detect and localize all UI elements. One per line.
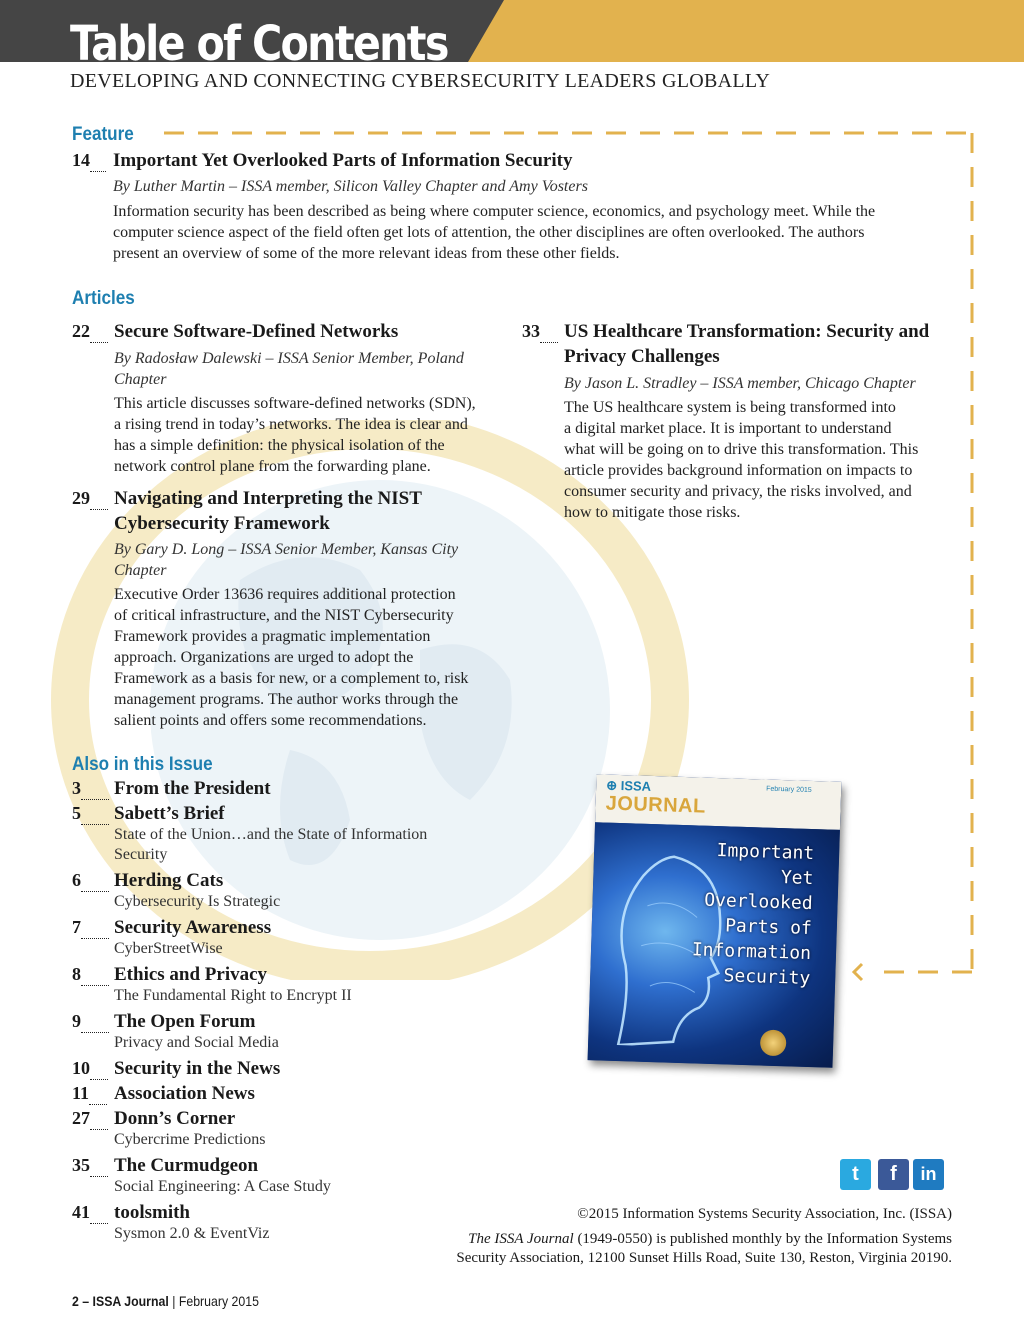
- also-item-title: Security in the News: [114, 1058, 281, 1079]
- also-item-title: Sabett’s Brief: [114, 803, 225, 824]
- page-number: 6: [72, 868, 111, 892]
- page-title: Table of Contents: [70, 16, 448, 72]
- journal-cover-image: [588, 774, 842, 1068]
- feature-description: Information security has been described as being where computer science, economics, and psychology meet. While the computer science aspect of the field often get lots of attention, the other disciplines are often overlooked. The authors present an overview of some of the more relevant ideas from these other fields.: [113, 203, 876, 262]
- page-number: 11: [72, 1081, 109, 1105]
- article-description: Executive Order 13636 requires additional protection of critical infrastructure, and the NIST Cybersecurity Framework provides a pragmatic implementation approach. Organizations are urged to adopt the Framework as a basis for new, or a complement to, risk management programs. The author works through the salient points and offers some recommendations.: [114, 586, 469, 729]
- feature-heading: Feature: [72, 124, 134, 145]
- also-item-title: Ethics and Privacy: [114, 964, 268, 985]
- page-number: 33: [522, 319, 560, 343]
- page-number: 3: [72, 776, 111, 800]
- article-title: US Healthcare Transformation: Security and Privacy Challenges: [564, 321, 930, 367]
- also-item-title: The Open Forum: [114, 1011, 256, 1032]
- also-item-title: Security Awareness: [114, 917, 272, 938]
- also-item-subtitle: Cybercrime Predictions: [114, 1131, 266, 1148]
- footer-separator: |: [168, 1293, 179, 1309]
- page-subtitle: DEVELOPING AND CONNECTING CYBERSECURITY LEADERS GLOBALLY: [70, 70, 771, 92]
- also-item-title: The Curmudgeon: [114, 1155, 259, 1176]
- article-byline: By Gary D. Long – ISSA Senior Member, Kansas City Chapter: [114, 541, 459, 579]
- page-number: 35: [72, 1153, 110, 1177]
- page-number: 14: [72, 148, 108, 172]
- feature-title: Important Yet Overlooked Parts of Information Security: [113, 150, 573, 171]
- also-item-subtitle: The Fundamental Right to Encrypt II: [114, 987, 352, 1004]
- page-number: 7: [72, 915, 111, 939]
- articles-heading: Articles: [72, 288, 135, 309]
- also-item-title: Herding Cats: [114, 870, 224, 891]
- article-byline: By Jason L. Stradley – ISSA member, Chicago Chapter: [564, 375, 916, 392]
- publisher-info: The ISSA Journal (1949-0550) is published monthly by the Information Systems Security Association, 12100 Sunset Hills Road, Suite 130, Reston, Virginia 20190.: [456, 1231, 952, 1266]
- cover-date: February 2015: [766, 785, 812, 794]
- also-item-subtitle: Sysmon 2.0 & EventViz: [114, 1225, 270, 1242]
- page-number: 29: [72, 486, 110, 510]
- cover-headline: Important Yet Overlooked Parts of Information Security: [691, 840, 815, 990]
- article-description: This article discusses software-defined networks (SDN), a rising trend in today’s networks. The idea is clear and has a simple definition: the physical isolation of the network control plane from the forwarding plane.: [114, 395, 476, 475]
- footer-issue: February 2015: [178, 1293, 259, 1309]
- article-title: Secure Software-Defined Networks: [114, 321, 399, 342]
- cover-journal-title: JOURNAL: [605, 792, 707, 818]
- cover-issa-logo: ⊕ ISSA: [605, 777, 652, 794]
- footer-page-label: 2 – ISSA Journal: [72, 1293, 169, 1309]
- also-item-subtitle: Privacy and Social Media: [114, 1034, 279, 1051]
- page-number: 27: [72, 1106, 110, 1130]
- twitter-icon[interactable]: t: [840, 1159, 871, 1190]
- page-footer: [72, 1292, 259, 1310]
- feature-byline: By Luther Martin – ISSA member, Silicon Valley Chapter and Amy Vosters: [113, 178, 588, 195]
- page-number: 41: [72, 1200, 110, 1224]
- page-number: 5: [72, 801, 111, 825]
- article-byline: By Radosław Dalewski – ISSA Senior Member, Poland Chapter: [114, 350, 464, 388]
- page-number: 22: [72, 319, 110, 343]
- page-number: 9: [72, 1009, 111, 1033]
- copyright-notice: ©2015 Information Systems Security Association, Inc. (ISSA): [577, 1206, 952, 1222]
- also-item-title: Association News: [114, 1083, 255, 1104]
- also-item-subtitle: Social Engineering: A Case Study: [114, 1178, 331, 1195]
- page-number: 8: [72, 962, 111, 986]
- article-title: Navigating and Interpreting the NIST Cybersecurity Framework: [114, 488, 422, 534]
- page-number: 10: [72, 1056, 110, 1080]
- also-item-title: Donn’s Corner: [114, 1108, 236, 1129]
- also-item-subtitle: State of the Union…and the State of Information Security: [114, 826, 428, 863]
- also-item-subtitle: CyberStreetWise: [114, 940, 223, 957]
- also-item-title: toolsmith: [114, 1202, 190, 1223]
- also-item-subtitle: Cybersecurity Is Strategic: [114, 893, 281, 910]
- facebook-icon[interactable]: f: [878, 1159, 909, 1190]
- linkedin-icon[interactable]: in: [913, 1159, 944, 1190]
- article-description: The US healthcare system is being transformed into a digital market place. It is important to understand what will be going on to drive this transformation. This article provides background information on impacts to consumer security and privacy, the risks involved, and how to mitigate those risks.: [564, 399, 919, 521]
- also-item-title: From the President: [114, 778, 271, 799]
- also-in-issue-heading: Also in this Issue: [72, 754, 213, 775]
